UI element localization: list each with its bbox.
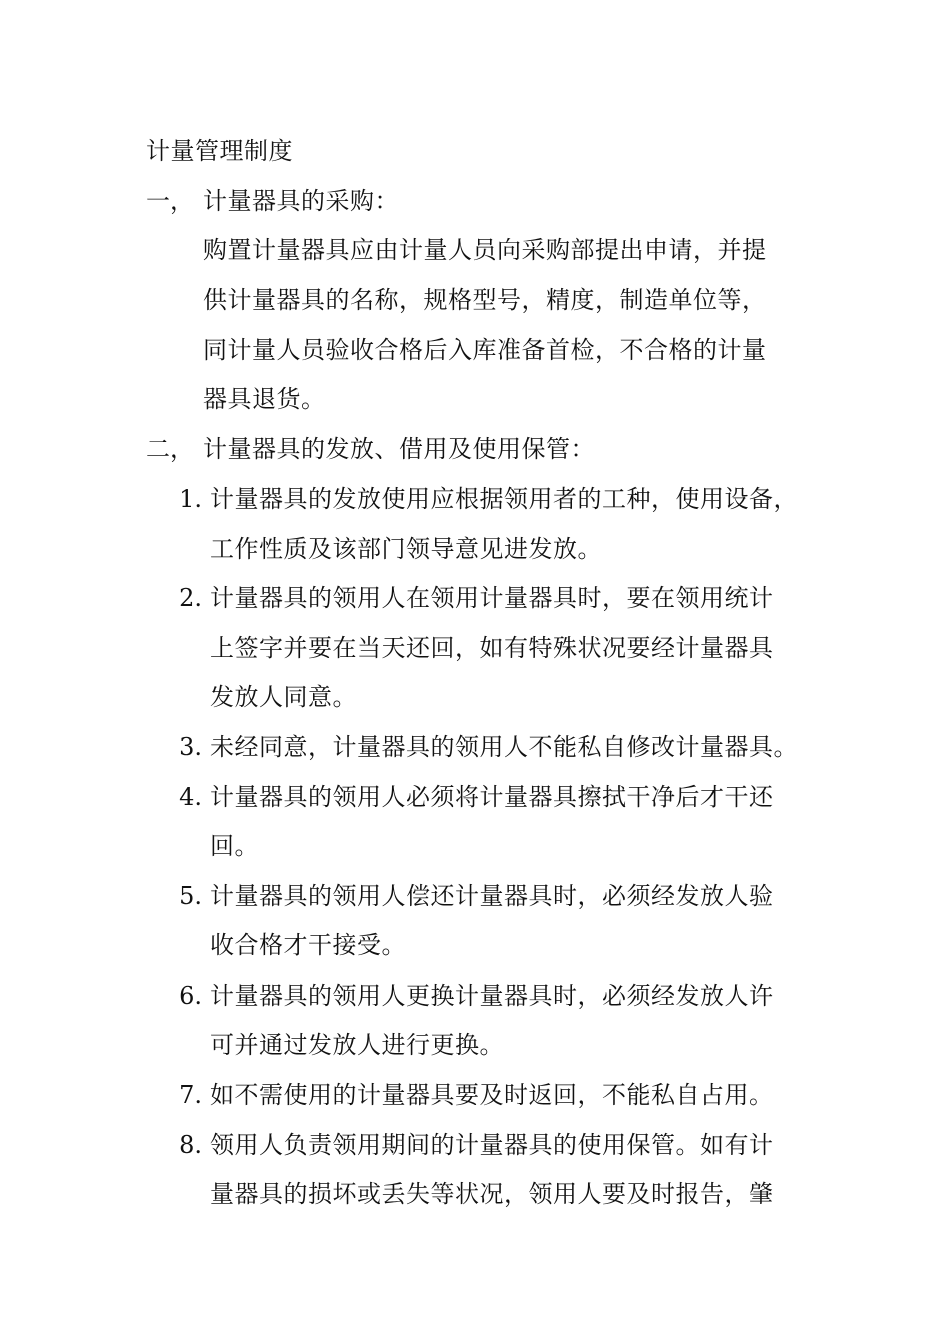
document-title: 计量管理制度 [146, 137, 293, 165]
list-item-line: 量器具的损坏或丢失等状况，领用人要及时报告，肇 [210, 1180, 774, 1208]
list-item-line: 回。 [210, 832, 259, 860]
list-item-line: 发放人同意。 [210, 683, 357, 711]
list-item-line: 未经同意，计量器具的领用人不能私自修改计量器具。 [210, 733, 798, 761]
list-item-line: 计量器具的发放使用应根据领用者的工种，使用设备， [210, 485, 798, 513]
list-item-line: 领用人负责领用期间的计量器具的使用保管。如有计 [210, 1131, 774, 1159]
section-1-line: 同计量人员验收合格后入库准备首检，不合格的计量 [203, 336, 767, 364]
list-item-line: 上签字并要在当天还回，如有特殊状况要经计量器具 [210, 634, 774, 662]
list-item-line: 如不需使用的计量器具要及时返回，不能私自占用。 [210, 1081, 774, 1109]
list-item-number: 3. [179, 733, 202, 761]
list-item-line: 收合格才干接受。 [210, 931, 406, 959]
list-item-line: 计量器具的领用人必须将计量器具擦拭干净后才干还 [210, 783, 774, 811]
list-item-line: 工作性质及该部门领导意见进发放。 [210, 535, 602, 563]
section-1-line: 供计量器具的名称，规格型号，精度，制造单位等， [203, 286, 767, 314]
list-item-number: 1. [179, 485, 202, 513]
section-1-number: 一， [146, 187, 194, 215]
section-2-heading: 计量器具的发放、借用及使用保管： [203, 435, 595, 463]
list-item-number: 6. [179, 982, 202, 1010]
list-item-line: 计量器具的领用人在领用计量器具时，要在领用统计 [210, 584, 774, 612]
list-item-number: 7. [179, 1081, 202, 1109]
section-1-heading: 计量器具的采购： [203, 187, 399, 215]
list-item-line: 可并通过发放人进行更换。 [210, 1031, 504, 1059]
list-item-number: 2. [179, 584, 202, 612]
list-item-line: 计量器具的领用人偿还计量器具时，必须经发放人验 [210, 882, 774, 910]
list-item-line: 计量器具的领用人更换计量器具时，必须经发放人许 [210, 982, 774, 1010]
list-item-number: 4. [179, 783, 202, 811]
list-item-number: 5. [179, 882, 202, 910]
list-item-number: 8. [179, 1131, 202, 1159]
section-1-line: 购置计量器具应由计量人员向采购部提出申请，并提 [203, 236, 767, 264]
section-1-line: 器具退货。 [203, 385, 326, 413]
section-2-number: 二， [146, 435, 194, 463]
